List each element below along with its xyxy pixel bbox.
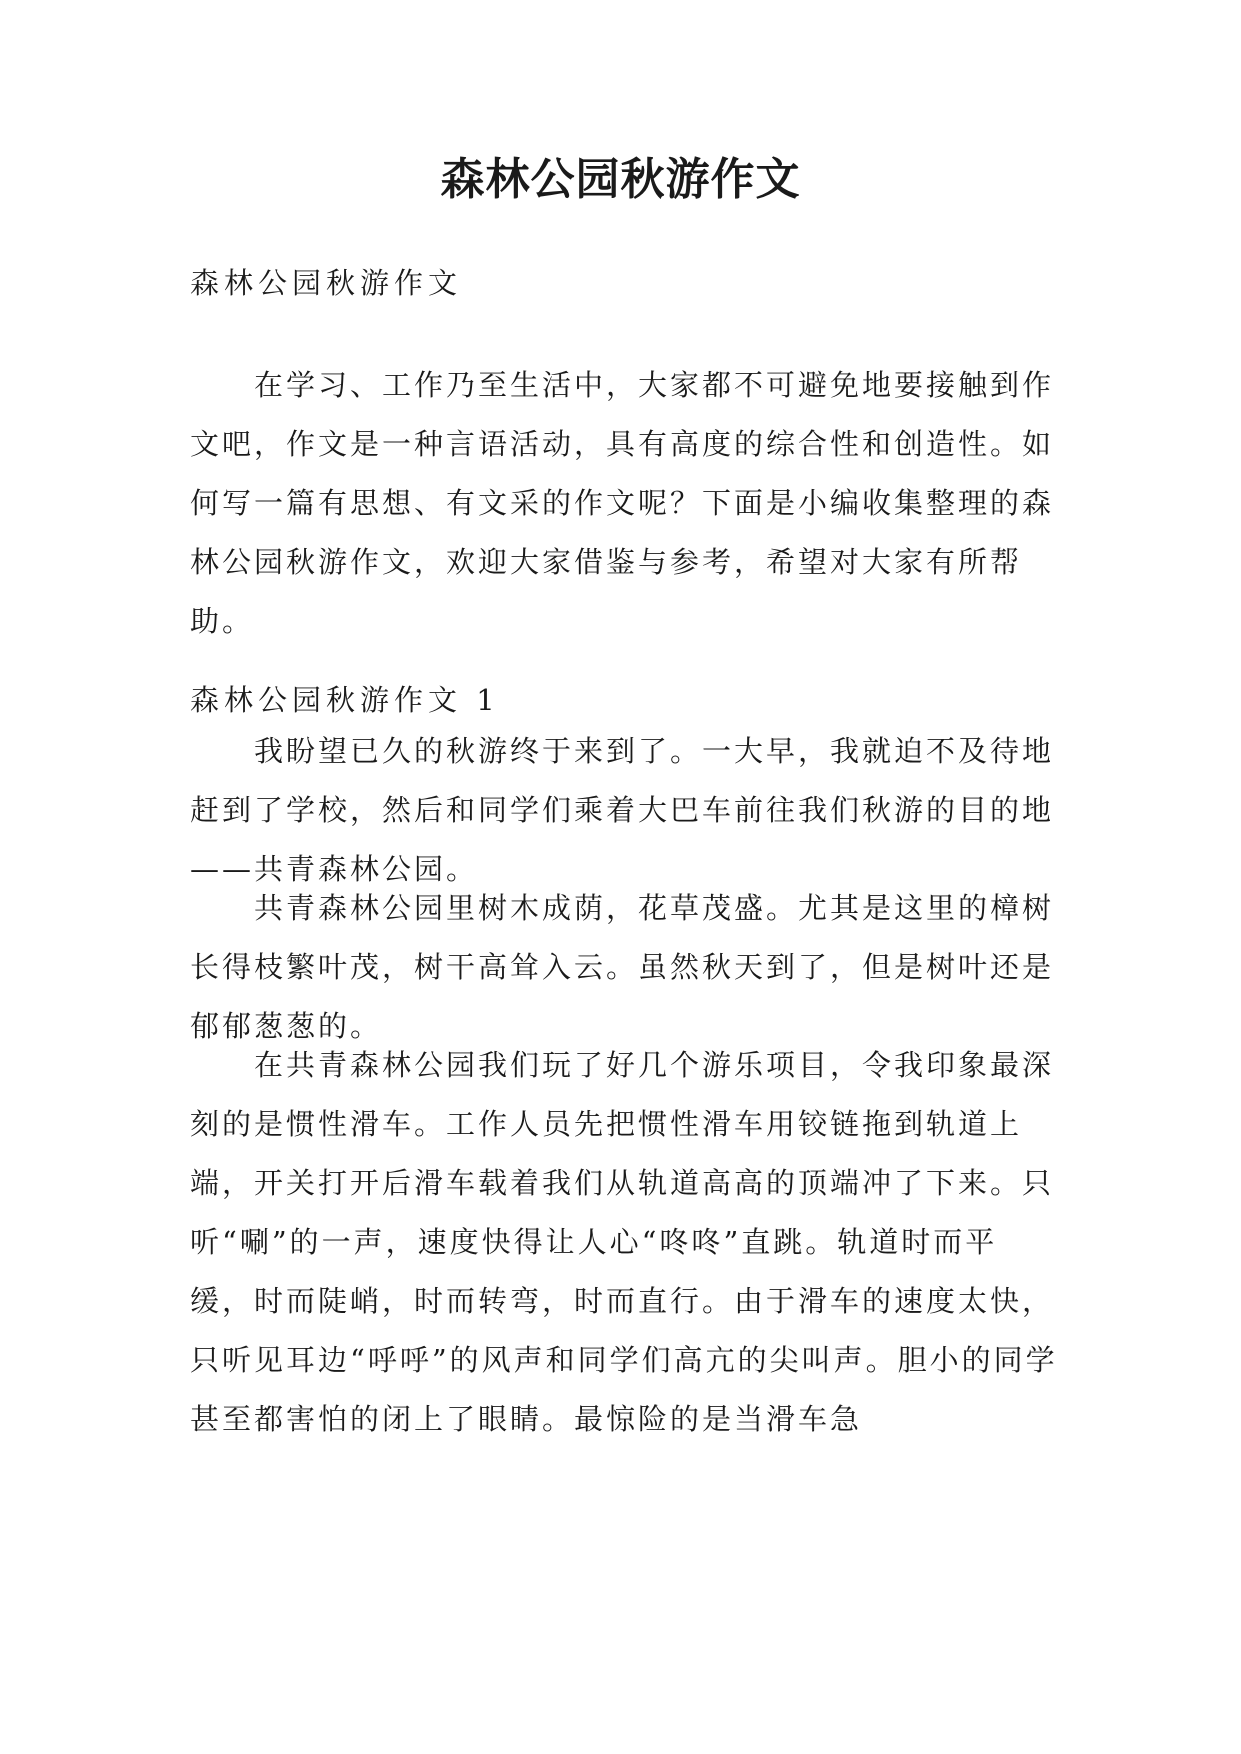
section-1-paragraph-3: 在共青森林公园我们玩了好几个游乐项目，令我印象最深刻的是惯性滑车。工作人员先把惯性滑车用铰链拖到轨道上端，开关打开后滑车载着我们从轨道高高的顶端冲了下来。只听“唰”的一声，速度快得让人心“咚咚”直跳。轨道时而平缓，时而陡峭，时而转弯，时而直行。由于滑车的速度太快，只听见耳边“呼呼”的风声和同学们高亢的尖叫声。胆小的同学甚至都害怕的闭上了眼睛。最惊险的是当滑车急 <box>190 1048 1058 1436</box>
section-1-heading: 森林公园秋游作文 1 <box>190 683 500 717</box>
section-1-paragraph-1: 我盼望已久的秋游终于来到了。一大早，我就迫不及待地赶到了学校，然后和同学们乘着大巴车前往我们秋游的目的地——共青森林公园。 <box>190 734 1055 886</box>
section-1-paragraph-2: 共青森林公园里树木成荫，花草茂盛。尤其是这里的樟树长得枝繁叶茂，树干高耸入云。虽然秋天到了，但是树叶还是郁郁葱葱的。 <box>190 891 1055 1043</box>
document-title: 森林公园秋游作文 <box>440 154 801 205</box>
document-subtitle: 森林公园秋游作文 <box>190 266 463 300</box>
intro-paragraph: 在学习、工作乃至生活中，大家都不可避免地要接触到作文吧，作文是一种言语活动，具有高度的综合性和创造性。如何写一篇有思想、有文采的作文呢？下面是小编收集整理的森林公园秋游作文，欢迎大家借鉴与参考，希望对大家有所帮助。 <box>190 368 1055 638</box>
